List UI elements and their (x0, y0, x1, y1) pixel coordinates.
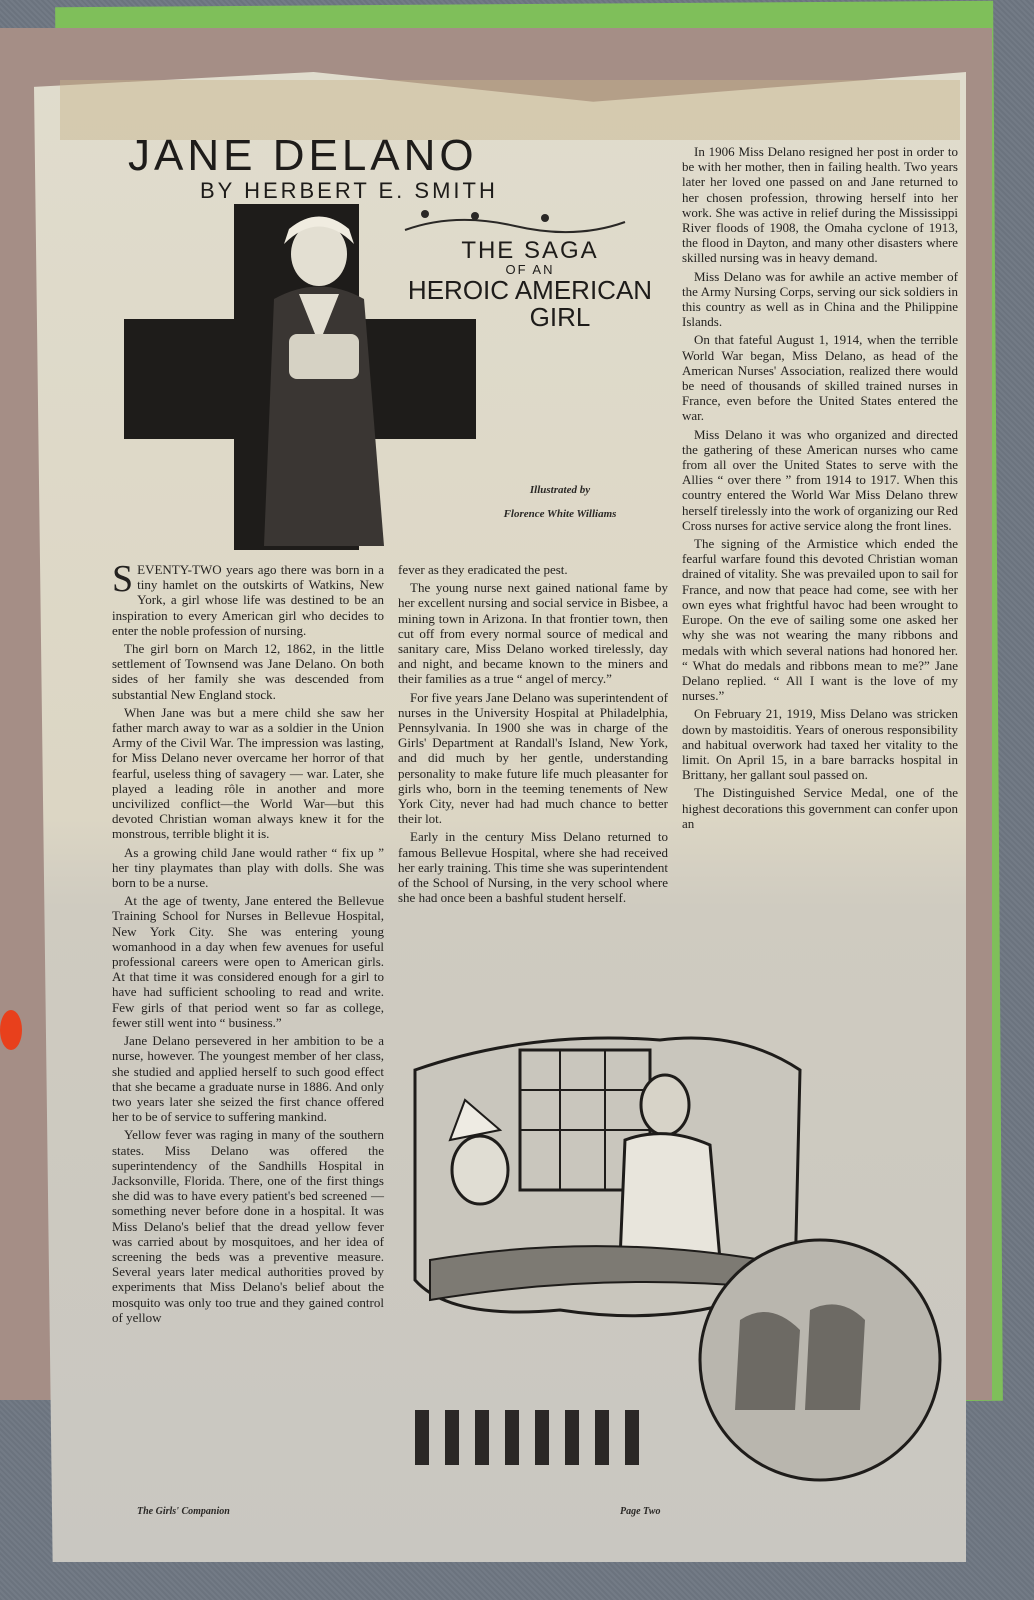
illustrated-by-label: Illustrated by (529, 484, 591, 496)
paragraph (112, 558, 384, 638)
paragraph: Early in the century Miss Delano returned to famous Bellevue Hospital, where she had received her early training. This time she was superintendent of the School of Nursing, in the very school where she had once been a bashful student herself. (398, 829, 668, 906)
paragraph: As a growing child Jane would rather “ fix up ” her tiny playmates than play with dolls. She was born to be a nurse. (112, 844, 384, 891)
paragraph: Jane Delano persevered in her ambition to be a nurse, however. The youngest member of her class, she studied and applied herself to such good effect that she became a graduate nurse in 1886. And only two years later she seized the first chance offered her to be of service to suffering mankind. (112, 1033, 384, 1125)
paragraph: Yellow fever was raging in many of the southern states. Miss Delano was offered the superintendency of the Sandhills Hospital in Jacksonville, Florida. There, one of the first things she did was to have every patient's bed screened — something never before done in a hospital. It was Miss Delano's belief that the dread yellow fever was carried about by mosquitoes, and her idea of screening the beds was a preventive measure. Several years later medical authorities proved by experiments that Miss Delano's belief about the mosquito was only too true and they gained control of yellow (112, 1127, 384, 1325)
article-title: JANE DELANO (128, 131, 478, 180)
article-byline: BY HERBERT E. SMITH (200, 178, 498, 203)
paragraph: At the age of twenty, Jane entered the Bellevue Training School for Nurses in Bellevue Hospital, New York City. She was entering young womanhood in a day when few avenues for useful professional careers were open to American girls. At that time it was considered enough for a girl to have had sufficient schooling to read and write. Few girls of that period went so far as college, fewer still went into “ business.” (112, 893, 384, 1030)
paragraph: fever as they eradicated the pest. (398, 562, 568, 577)
paragraph: In 1906 Miss Delano resigned her post in order to be with her mother, then in failing health. Two years later her loved one passed on and Jane returned to her chosen profession, throwing herself into her work. She was active in relief during the Mississippi River floods of 1908, the Omaha cyclone of 1913, the flood in Dayton, and many other disasters where skilled nursing was in heavy demand. (682, 144, 958, 266)
footer-publication: The Girls' Companion (137, 1506, 230, 1517)
drop-cap: S (112, 558, 134, 600)
paragraph: On that fateful August 1, 1914, when the terrible World War began, Miss Delano, as head of the American Nurses' Association, realized there would be need of thousands of skilled trained nurses in France, even before the United States entered the war. (682, 332, 958, 424)
subtitle-line: OF AN (505, 262, 555, 278)
paragraph: Miss Delano it was who organized and directed the gathering of these American nurses who came from all over the United States to serve with the Allies “ over there ” from 1914 to 1917. When this country entered the World War Miss Delano threw herself tirelessly into the work of organizing our Red Cross nurses for active service along the front lines. (682, 426, 958, 533)
article-column-3 (682, 144, 958, 834)
paragraph: Miss Delano was for awhile an active member of the Army Nursing Corps, serving our sick soldiers in this country as well as in China and the Philippine Islands. (682, 268, 958, 330)
paragraph: The signing of the Armistice which ended the fearful warfare found this devoted Christian woman drained of vitality. She was prevailed upon to sail for France, and now that peace had come, see with her own eyes what frightful havoc had been wrought to Europe. On the eve of sailing some one asked her why she was not wearing the many ribbons and medals with which several nations had honored her. “ What do medals and ribbons mean to me?” Jane Delano replied. “ All I want is the love of my nurses.” (682, 536, 958, 704)
paragraph: The girl born on March 12, 1862, in the little settlement of Townsend was Jane Delano. On both sides of her family she was descended from substantial New England stock. (112, 641, 384, 702)
paragraph: On February 21, 1919, Miss Delano was stricken down by mastoiditis. Years of onerous responsibility and habitual overwork had taxed her vitality to the limit. On April 15, in a bare barracks hospital in Brittany, her gallant soul passed on. (682, 706, 958, 783)
marching-nurses-icon (415, 1410, 639, 1465)
paragraph-text: EVENTY-TWO years ago there was born in a tiny hamlet on the outskirts of Watkins, New York, a girl whose life was destined to be an inspiration to every American girl who decides to enter the noble profession of nursing. (112, 562, 384, 638)
article-column-2 (398, 562, 668, 908)
subtitle-line: THE SAGA (461, 237, 599, 264)
footer-page-number: Page Two (620, 1506, 661, 1517)
illustration-credit (470, 478, 650, 526)
nurse-bedside-illustration (410, 1030, 945, 1490)
article-column-1 (112, 558, 384, 1328)
soldiers-sketch-icon (395, 204, 635, 236)
illustrator-name: Florence White Williams (503, 508, 617, 520)
subtitle-line: GIRL (529, 302, 591, 333)
paragraph: The young nurse next gained national fame by her excellent nursing and social service in Bisbee, a mining town in Arizona. In that frontier town, then cut off from every normal source of medical and sanitary care, Miss Delano worked tirelessly, day and night, and became known to the miners and their families as a true “ angel of mercy.” (398, 580, 668, 687)
red-pin (0, 1010, 22, 1050)
paragraph: The Distinguished Service Medal, one of the highest decorations this government can confer upon an (682, 785, 958, 831)
article-subtitle (390, 238, 670, 331)
paragraph: For five years Jane Delano was superintendent of nurses in the University Hospital at Philadelphia, Pennsylvania. In 1900 she was in charge of the Girls' Department at Randall's Island, New York, and did much by her gentle, understanding personality to make future life much pleasanter for girls who, born in the teeming tenements of New York City, never had had much chance to better their lot. (398, 689, 668, 827)
paragraph: When Jane was but a mere child she saw her father march away to war as a soldier in the Union Army of the Civil War. The impression was lasting, for Miss Delano never overcame her horror of that fearful, useless thing of savagery — war. Later, she played a leading rôle in another and more uncivilized conflict—the World War—but this devoted Christian woman always knew it for the monstrous, terrible blight it is. (112, 704, 384, 842)
subtitle-line: HEROIC AMERICAN (407, 274, 653, 305)
